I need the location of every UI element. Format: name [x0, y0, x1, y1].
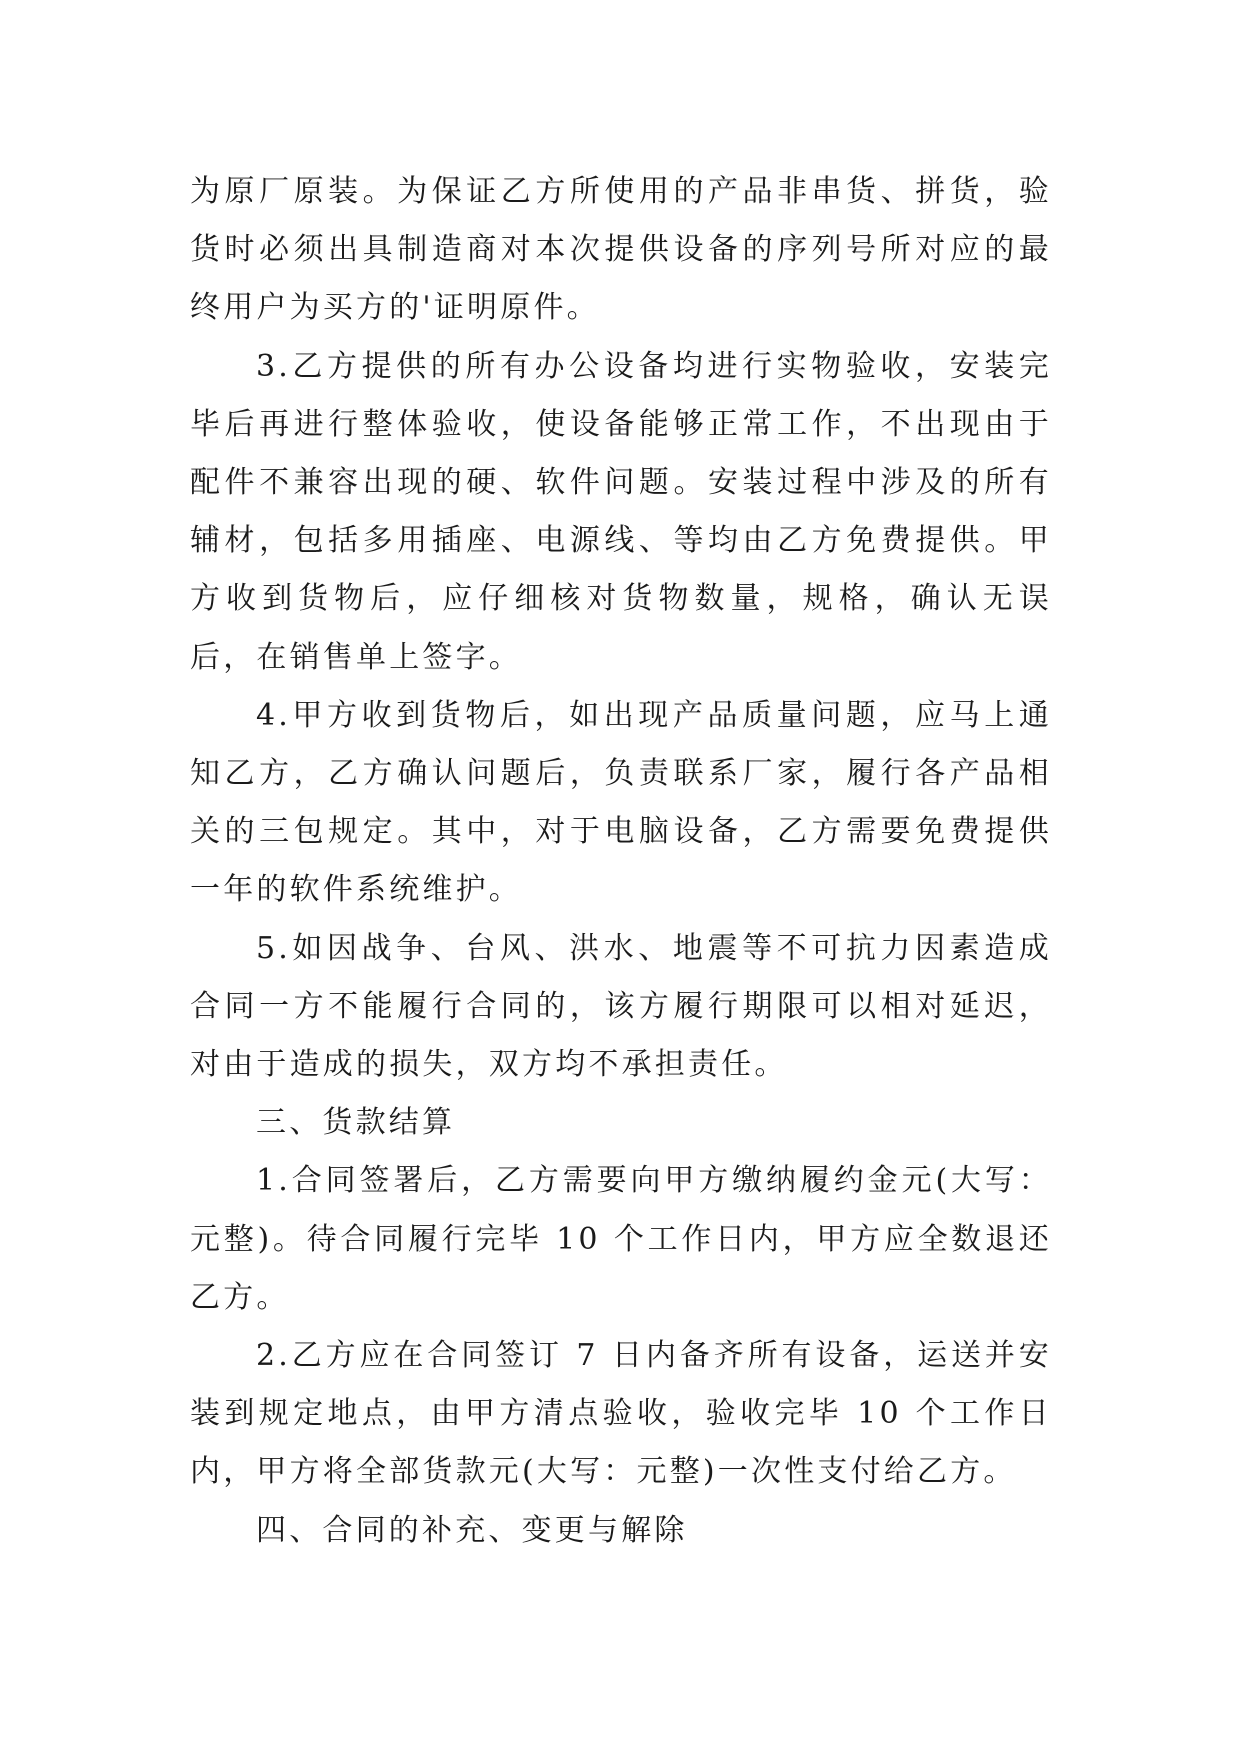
paragraph-payment-1: 1.合同签署后，乙方需要向甲方缴纳履约金元(大写：元整)。待合同履行完毕 10 个工作日内，甲方应全数退还乙方。 — [190, 1163, 1052, 1315]
paragraph-clause-3: 3.乙方提供的所有办公设备均进行实物验收，安装完毕后再进行整体验收，使设备能够正常工作，不出现由于配件不兼容出现的硬、软件问题。安装过程中涉及的所有辅材，包括多用插座、电源线、等均由乙方免费提供。甲方收到货物后，应仔细核对货物数量，规格，确认无误后，在销售单上签字。 — [190, 348, 1052, 675]
paragraph-payment-2: 2.乙方应在合同签订 7 日内备齐所有设备，运送并安装到规定地点，由甲方清点验收，验收完毕 10 个工作日内，甲方将全部货款元(大写：元整)一次性支付给乙方。 — [190, 1338, 1052, 1490]
section-heading-payment: 三、货款结算 — [256, 1105, 456, 1141]
document-body — [190, 163, 1052, 1560]
paragraph-continuation: 为原厂原装。为保证乙方所使用的产品非串货、拼货，验货时必须出具制造商对本次提供设备的序列号所对应的最终用户为买方的'证明原件。 — [190, 174, 1052, 326]
paragraph-clause-5: 5.如因战争、台风、洪水、地震等不可抗力因素造成合同一方不能履行合同的，该方履行期限可以相对延迟，对由于造成的损失，双方均不承担责任。 — [190, 930, 1052, 1083]
section-heading-amendment: 四、合同的补充、变更与解除 — [256, 1512, 688, 1548]
paragraph-clause-4: 4.甲方收到货物后，如出现产品质量问题，应马上通知乙方，乙方确认问题后，负责联系厂家，履行各产品相关的三包规定。其中，对于电脑设备，乙方需要免费提供一年的软件系统维护。 — [190, 697, 1052, 908]
